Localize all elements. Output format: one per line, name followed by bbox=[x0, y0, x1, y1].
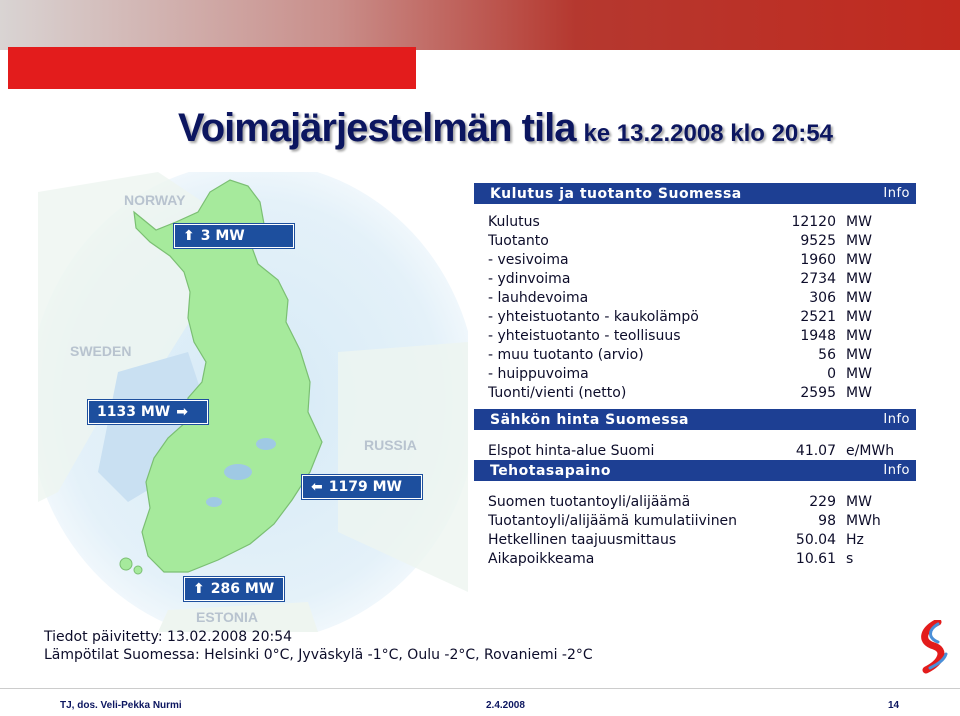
page-number: 14 bbox=[888, 700, 900, 711]
arrow-up-icon: ⬆ bbox=[183, 228, 195, 244]
section-title: Tehotasapaino bbox=[490, 462, 612, 479]
row-label: - huippuvoima bbox=[488, 365, 589, 382]
row-value: 0 bbox=[827, 365, 836, 382]
row-value: 10.61 bbox=[795, 550, 836, 567]
row-value: 2734 bbox=[800, 270, 836, 287]
row-unit: MW bbox=[846, 327, 872, 344]
section-header-balance bbox=[474, 460, 916, 481]
row-value: 2595 bbox=[800, 384, 836, 401]
row-value: 56 bbox=[818, 346, 836, 363]
row-label: Tuotanto bbox=[488, 232, 549, 249]
company-logo-icon bbox=[908, 620, 952, 676]
row-unit: s bbox=[846, 550, 854, 567]
row-label: - yhteistuotanto - teollisuus bbox=[488, 327, 681, 344]
flow-badge-estonia bbox=[184, 577, 284, 601]
data-panel bbox=[474, 183, 916, 568]
row-label: Suomen tuotantoyli/alijäämä bbox=[488, 493, 691, 510]
section-header-price bbox=[474, 409, 916, 430]
row-unit: MW bbox=[846, 232, 872, 249]
row-label: - yhteistuotanto - kaukolämpö bbox=[488, 308, 699, 325]
footer-date: 2.4.2008 bbox=[486, 700, 525, 711]
data-row bbox=[488, 307, 916, 326]
row-value: 1960 bbox=[800, 251, 836, 268]
row-unit: MW bbox=[846, 213, 872, 230]
arrow-up-icon: ⬆ bbox=[193, 581, 205, 597]
row-label: Hetkellinen taajuusmittaus bbox=[488, 531, 677, 548]
row-label: Tuonti/vienti (netto) bbox=[488, 384, 627, 401]
section-title: Sähkön hinta Suomessa bbox=[490, 411, 690, 428]
section-title: Kulutus ja tuotanto Suomessa bbox=[490, 185, 742, 202]
flow-badge-sweden bbox=[88, 400, 208, 424]
row-label: - muu tuotanto (arvio) bbox=[488, 346, 644, 363]
row-label: - ydinvoima bbox=[488, 270, 571, 287]
data-row bbox=[488, 250, 916, 269]
title-sub: ke 13.2.2008 klo 20:54 bbox=[583, 120, 833, 147]
label-sweden: SWEDEN bbox=[70, 343, 132, 359]
title-main: Voimajärjestelmän tila bbox=[178, 106, 576, 150]
balance-rows bbox=[474, 481, 916, 568]
row-unit: MWh bbox=[846, 512, 881, 529]
row-value: 229 bbox=[809, 493, 836, 510]
row-unit: MW bbox=[846, 308, 872, 325]
header-gradient-bar bbox=[0, 0, 960, 50]
label-russia: RUSSIA bbox=[364, 437, 417, 453]
row-label: Elspot hinta-alue Suomi bbox=[488, 442, 655, 459]
data-row bbox=[488, 492, 916, 511]
data-row bbox=[488, 441, 916, 460]
row-unit: MW bbox=[846, 346, 872, 363]
data-row bbox=[488, 326, 916, 345]
row-unit: MW bbox=[846, 384, 872, 401]
footer-author: TJ, dos. Veli-Pekka Nurmi bbox=[60, 700, 182, 711]
row-label: - vesivoima bbox=[488, 251, 569, 268]
section-header-production bbox=[474, 183, 916, 204]
header-red-bar bbox=[8, 47, 416, 89]
flow-value: 1179 MW bbox=[328, 479, 402, 495]
data-row bbox=[488, 269, 916, 288]
flow-badge-russia bbox=[302, 475, 422, 499]
data-row bbox=[488, 511, 916, 530]
row-value: 1948 bbox=[800, 327, 836, 344]
slide-title bbox=[178, 106, 833, 151]
footer-bar bbox=[0, 688, 960, 716]
finland-map bbox=[38, 172, 468, 632]
info-link[interactable]: Info bbox=[883, 186, 910, 201]
row-unit: e/MWh bbox=[846, 442, 895, 459]
price-rows bbox=[474, 430, 916, 460]
data-row bbox=[488, 345, 916, 364]
row-label: - lauhdevoima bbox=[488, 289, 589, 306]
arrow-right-icon: ➡ bbox=[176, 404, 188, 420]
data-row bbox=[488, 364, 916, 383]
info-link[interactable]: Info bbox=[883, 463, 910, 478]
flow-value: 3 MW bbox=[200, 228, 245, 244]
row-unit: Hz bbox=[846, 531, 864, 548]
row-label: Aikapoikkeama bbox=[488, 550, 595, 567]
row-unit: MW bbox=[846, 365, 872, 382]
row-unit: MW bbox=[846, 493, 872, 510]
update-info bbox=[44, 628, 593, 664]
flow-badge-north bbox=[174, 224, 294, 248]
temperatures: Lämpötilat Suomessa: Helsinki 0°C, Jyväskylä -1°C, Oulu -2°C, Rovaniemi -2°C bbox=[44, 647, 593, 663]
data-row bbox=[488, 212, 916, 231]
flow-value: 286 MW bbox=[210, 581, 275, 597]
label-norway: NORWAY bbox=[124, 192, 186, 208]
data-row bbox=[488, 530, 916, 549]
data-row bbox=[488, 231, 916, 250]
row-unit: MW bbox=[846, 289, 872, 306]
label-estonia: ESTONIA bbox=[196, 609, 258, 625]
row-unit: MW bbox=[846, 251, 872, 268]
row-value: 9525 bbox=[800, 232, 836, 249]
row-value: 2521 bbox=[800, 308, 836, 325]
flow-value: 1133 MW bbox=[97, 404, 171, 420]
row-value: 41.07 bbox=[795, 442, 836, 459]
info-link[interactable]: Info bbox=[883, 412, 910, 427]
production-rows bbox=[474, 204, 916, 402]
row-value: 98 bbox=[818, 512, 836, 529]
row-unit: MW bbox=[846, 270, 872, 287]
row-value: 12120 bbox=[791, 213, 836, 230]
updated-timestamp: Tiedot päivitetty: 13.02.2008 20:54 bbox=[44, 629, 293, 645]
arrow-left-icon: ⬅ bbox=[311, 479, 323, 495]
header-white-gap bbox=[0, 50, 8, 90]
row-value: 50.04 bbox=[795, 531, 836, 548]
data-row bbox=[488, 549, 916, 568]
data-row bbox=[488, 288, 916, 307]
row-value: 306 bbox=[809, 289, 836, 306]
row-label: Kulutus bbox=[488, 213, 540, 230]
data-row bbox=[488, 383, 916, 402]
row-label: Tuotantoyli/alijäämä kumulatiivinen bbox=[488, 512, 738, 529]
